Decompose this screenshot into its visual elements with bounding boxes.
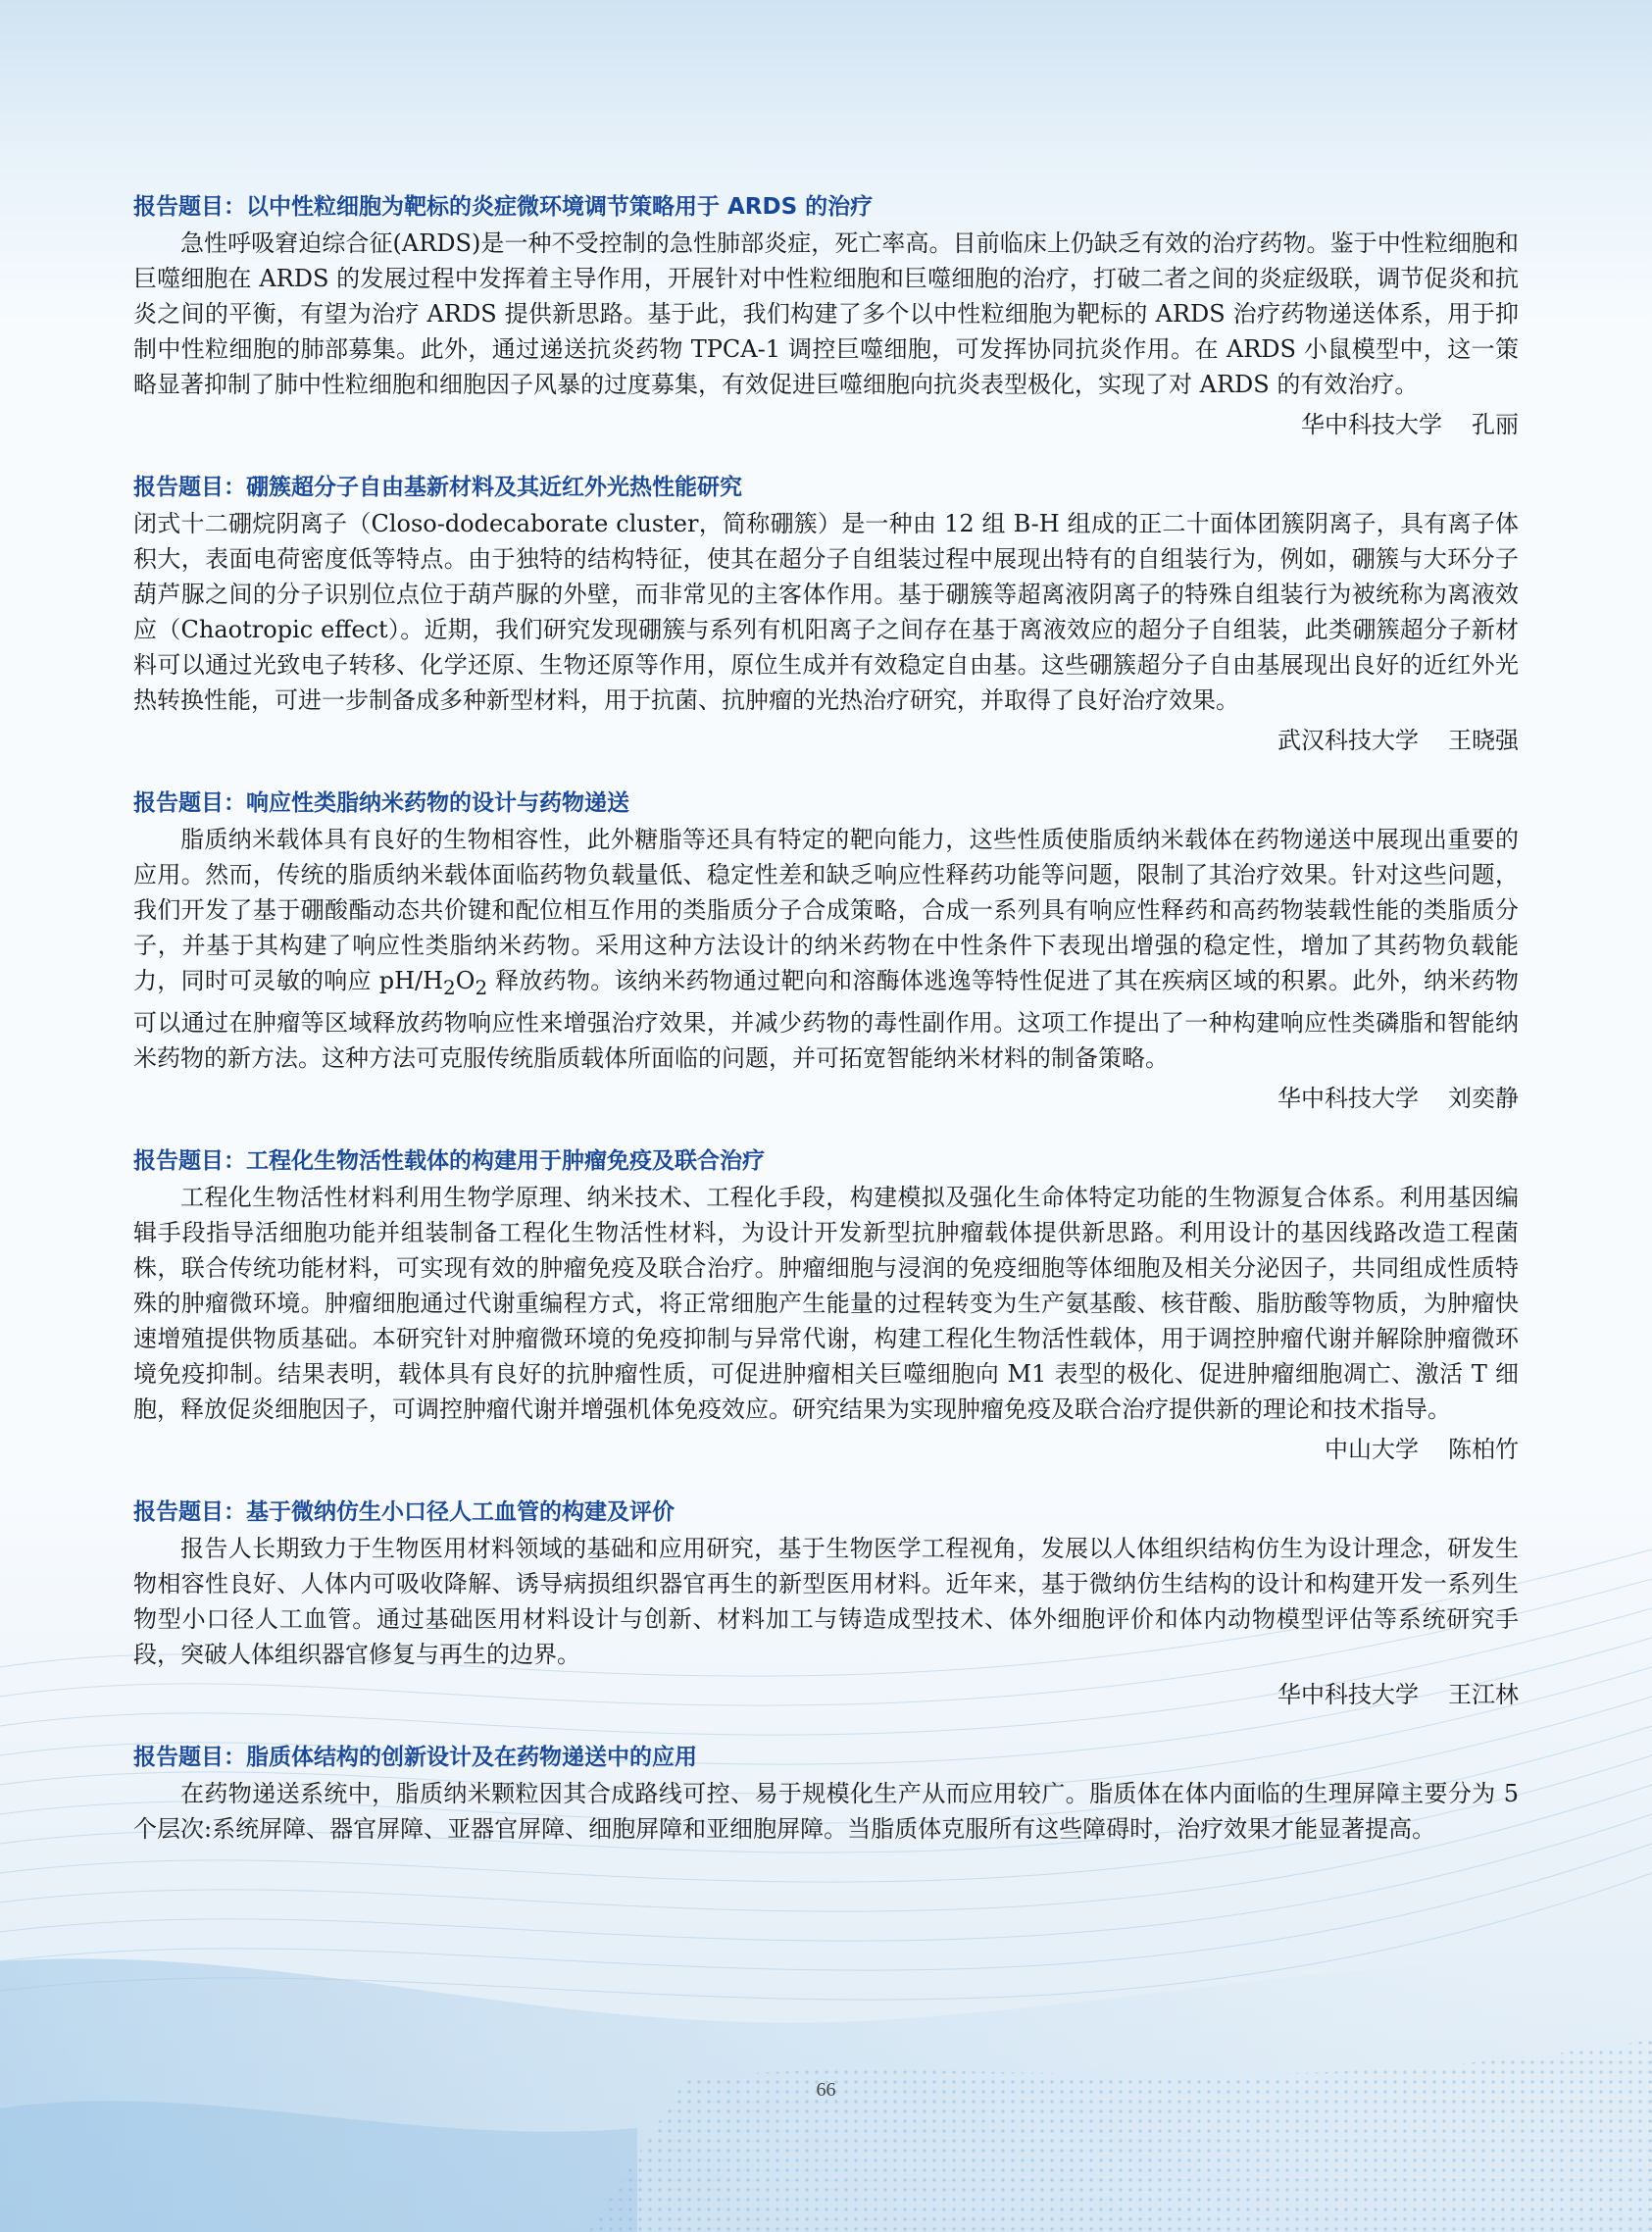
report-item xyxy=(133,469,1519,759)
report-abstract: 报告人长期致力于生物医用材料领域的基础和应用研究，基于生物医学工程视角，发展以人体组织结构仿生为设计理念，研发生物相容性良好、人体内可吸收降解、诱导病损组织器官再生的新型医用材料。近年来，基于微纳仿生结构的设计和构建开发一系列生物型小口径人工血管。通过基础医用材料设计与创新、材料加工与铸造成型技术、体外细胞评价和体内动物模型评估等系统研究手段，突破人体组织器官修复与再生的边界。 xyxy=(133,1534,1519,1668)
report-title: 报告题目：工程化生物活性载体的构建用于肿瘤免疫及联合治疗 xyxy=(133,1147,765,1174)
author-institution: 华中科技大学 xyxy=(1301,411,1442,438)
report-item xyxy=(133,1494,1519,1713)
report-abstract: 急性呼吸窘迫综合征(ARDS)是一种不受控制的急性肺部炎症，死亡率高。目前临床上仍缺乏有效的治疗药物。鉴于中性粒细胞和巨噬细胞在 ARDS 的发展过程中发挥着主导作用，开展针对中性粒细胞和巨噬细胞的治疗，打破二者之间的炎症级联，调节促炎和抗炎之间的平衡，有望为治疗 ARDS 提供新思路。基于此，我们构建了多个以中性粒细胞为靶标的 ARDS 治疗药物递送体系，用于抑制中性粒细胞的肺部募集。此外，通过递送抗炎药物 TPCA-1 调控巨噬细胞，可发挥协同抗炎作用。在 ARDS 小鼠模型中，这一策略显著抑制了肺中性粒细胞和细胞因子风暴的过度募集，有效促进巨噬细胞向抗炎表型极化，实现了对 ARDS 的有效治疗。 xyxy=(133,229,1520,398)
report-author xyxy=(133,1676,1519,1713)
report-author xyxy=(133,1431,1519,1468)
report-title: 报告题目：脂质体结构的创新设计及在药物递送中的应用 xyxy=(133,1744,697,1770)
report-abstract: 脂质纳米载体具有良好的生物相容性，此外糖脂等还具有特定的靶向能力，这些性质使脂质纳米载体在药物递送中展现出重要的应用。然而，传统的脂质纳米载体面临药物负载量低、稳定性差和缺乏响应性释药功能等问题，限制了其治疗效果。针对这些问题，我们开发了基于硼酸酯动态共价键和配位相互作用的类脂质分子合成策略，合成一系列具有响应性释药和高药物装载性能的类脂质分子，并基于其构建了响应性类脂纳米药物。采用这种方法设计的纳米药物在中性条件下表现出增强的稳定性，增加了其药物负载能力，同时可灵敏的响应 $pH/H_2O_2$ 释放药物。该纳米药物通过靶向和溶酶体逃逸等特性促进了其在疾病区域的积累。此外，纳米药物可以通过在肿瘤等区域释放药物响应性来增强治疗效果，并减少药物的毒性副作用。这项工作提出了一种构建响应性类磷脂和智能纳米药物的新方法。这种方法可克服传统脂质载体所面临的问题，并可拓宽智能纳米材料的制备策略。 xyxy=(133,826,1519,1072)
report-item xyxy=(133,188,1519,443)
author-name: 刘奕静 xyxy=(1448,1084,1519,1112)
report-abstract: 闭式十二硼烷阴离子（Closo-dodecaborate cluster，简称硼簇）是一种由 12 组 B-H 组成的正二十面体团簇阴离子，具有离子体积大，表面电荷密度低等特点。由于独特的结构特征，使其在超分子自组装过程中展现出特有的自组装行为，例如，硼簇与大环分子葫芦脲之间的分子识别位点位于葫芦脲的外壁，而非常见的主客体作用。基于硼簇等超离液阴离子的特殊自组装行为被统称为离液效应（Chaotropic effect）。近期，我们研究发现硼簇与系列有机阳离子之间存在基于离液效应的超分子自组装，此类硼簇超分子新材料可以通过光致电子转移、化学还原、生物还原等作用，原位生成并有效稳定自由基。这些硼簇超分子自由基展现出良好的近红外光热转换性能，可进一步制备成多种新型材料，用于抗菌、抗肿瘤的光热治疗研究，并取得了良好治疗效果。 xyxy=(133,510,1519,714)
author-institution: 武汉科技大学 xyxy=(1277,727,1419,754)
report-author xyxy=(133,406,1519,443)
report-author xyxy=(133,1080,1519,1117)
report-abstract: 在药物递送系统中，脂质纳米颗粒因其合成路线可控、易于规模化生产从而应用较广。脂质体在体内面临的生理屏障主要分为 5 个层次:系统屏障、器官屏障、亚器官屏障、细胞屏障和亚细胞屏障。当脂质体克服所有这些障碍时，治疗效果才能显著提高。 xyxy=(133,1779,1519,1843)
author-name: 王晓强 xyxy=(1448,727,1519,754)
author-name: 陈柏竹 xyxy=(1448,1435,1519,1463)
report-item xyxy=(133,785,1519,1117)
report-item xyxy=(133,1739,1519,1847)
report-title: 报告题目：硼簇超分子自由基新材料及其近红外光热性能研究 xyxy=(133,475,742,500)
report-title: 报告题目：以中性粒细胞为靶标的炎症微环境调节策略用于 ARDS 的治疗 xyxy=(133,194,874,220)
report-list xyxy=(133,188,1519,1872)
report-title: 报告题目：响应性类脂纳米药物的设计与药物递送 xyxy=(133,790,629,816)
author-institution: 华中科技大学 xyxy=(1277,1084,1419,1112)
report-abstract: 工程化生物活性材料利用生物学原理、纳米技术、工程化手段，构建模拟及强化生命体特定功能的生物源复合体系。利用基因编辑手段指导活细胞功能并组装制备工程化生物活性材料，为设计开发新型抗肿瘤载体提供新思路。利用设计的基因线路改造工程菌株，联合传统功能材料，可实现有效的肿瘤免疫及联合治疗。肿瘤细胞与浸润的免疫细胞等体细胞及相关分泌因子，共同组成性质特殊的肿瘤微环境。肿瘤细胞通过代谢重编程方式，将正常细胞产生能量的过程转变为生产氨基酸、核苷酸、脂肪酸等物质，为肿瘤快速增殖提供物质基础。本研究针对肿瘤微环境的免疫抑制与异常代谢，构建工程化生物活性载体，用于调控肿瘤代谢并解除肿瘤微环境免疫抑制。结果表明，载体具有良好的抗肿瘤性质，可促进肿瘤相关巨噬细胞向 M1 表型的极化、促进肿瘤细胞凋亡、激活 T 细胞，释放促炎细胞因子，可调控肿瘤代谢并增强机体免疫效应。研究结果为实现肿瘤免疫及联合治疗提供新的理论和技术指导。 xyxy=(133,1183,1519,1423)
author-name: 王江林 xyxy=(1448,1680,1519,1708)
author-institution: 华中科技大学 xyxy=(1277,1680,1419,1708)
author-name: 孔丽 xyxy=(1472,411,1519,438)
report-title: 报告题目：基于微纳仿生小口径人工血管的构建及评价 xyxy=(133,1498,675,1525)
report-item xyxy=(133,1142,1519,1468)
page-number: 66 xyxy=(816,2079,836,2101)
report-author xyxy=(133,722,1519,759)
author-institution: 中山大学 xyxy=(1325,1435,1419,1463)
